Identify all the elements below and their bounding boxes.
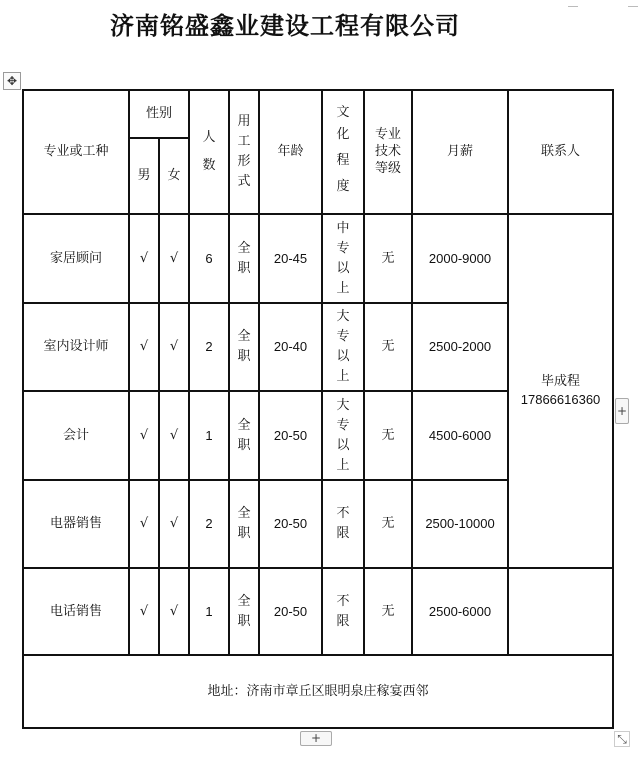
female-check: √ [159,303,189,391]
header-employment-text: 用工形式 [237,114,251,189]
education-text: 大专以上 [336,397,350,473]
employment-text: 全职 [237,417,251,453]
job-name: 电话销售 [23,568,129,655]
table-row [23,568,613,655]
header-specialty: 专业或工种 [23,90,129,214]
employment-text: 全职 [237,240,251,276]
salary-range: 2000-9000 [412,214,508,303]
contact-name: 毕成程 [541,374,581,389]
female-check: √ [159,214,189,303]
job-name: 室内设计师 [23,303,129,391]
female-check: √ [159,568,189,655]
education-text: 不限 [336,593,350,629]
head-count: 2 [189,303,229,391]
header-salary: 月薪 [412,90,508,214]
male-check: √ [129,303,159,391]
age-range: 20-50 [259,480,322,568]
salary-range: 2500-10000 [412,480,508,568]
head-count: 2 [189,480,229,568]
address-cell: 地址：济南市章丘区眼明泉庄稼宴西邻 [23,655,613,728]
employment-text: 全职 [237,329,251,364]
corner-mark-left [568,0,578,7]
header-education [322,90,364,214]
header-tech-level [364,90,412,214]
male-check: √ [129,480,159,568]
header-count [189,90,229,214]
header-age: 年龄 [259,90,322,214]
employment-type [229,568,259,655]
employment-type [229,214,259,303]
header-education-rest: 化程度 [336,127,350,194]
education-text: 大专以上 [336,309,350,384]
header-tech-level-text: 专业技术等级 [375,127,402,176]
contact-empty-cell [508,568,613,655]
recruitment-table [22,89,614,729]
tech-level: 无 [364,568,412,655]
tech-level: 无 [364,391,412,480]
page-title: 济南铭盛鑫业建设工程有限公司 [110,12,460,40]
head-count: 1 [189,568,229,655]
header-education-top: 文 [336,105,350,120]
tech-level: 无 [364,214,412,303]
age-range: 20-50 [259,568,322,655]
table-resize-handle-icon[interactable]: ⤡ [614,731,630,747]
table-move-handle-icon[interactable]: ✥ [3,72,21,90]
tech-level: 无 [364,480,412,568]
education-req [322,391,364,480]
header-contact: 联系人 [508,90,613,214]
tech-level: 无 [364,303,412,391]
job-name: 会计 [23,391,129,480]
education-text: 中专以上 [336,220,350,296]
contact-cell [508,214,613,568]
education-req [322,303,364,391]
corner-mark-right [628,0,638,7]
female-check: √ [159,391,189,480]
head-count: 6 [189,214,229,303]
employment-text: 全职 [237,593,251,629]
salary-range: 4500-6000 [412,391,508,480]
age-range: 20-40 [259,303,322,391]
male-check: √ [129,214,159,303]
job-name: 家居顾问 [23,214,129,303]
header-male: 男 [129,138,159,214]
salary-range: 2500-2000 [412,303,508,391]
education-req [322,568,364,655]
job-name: 电器销售 [23,480,129,568]
header-employment [229,90,259,214]
contact-phone: 17866616360 [520,392,601,407]
header-count-text: 人数 [202,130,216,173]
age-range: 20-50 [259,391,322,480]
education-text: 不限 [336,506,350,541]
head-count: 1 [189,391,229,480]
employment-text: 全职 [237,506,251,541]
header-gender: 性别 [129,90,189,138]
header-female: 女 [159,138,189,214]
table-row [23,214,613,303]
male-check: √ [129,568,159,655]
male-check: √ [129,391,159,480]
employment-type [229,303,259,391]
education-req [322,480,364,568]
employment-type [229,391,259,480]
employment-type [229,480,259,568]
add-row-button[interactable]: + [300,731,332,746]
female-check: √ [159,480,189,568]
salary-range: 2500-6000 [412,568,508,655]
age-range: 20-45 [259,214,322,303]
add-column-button[interactable]: + [615,398,629,424]
education-req [322,214,364,303]
